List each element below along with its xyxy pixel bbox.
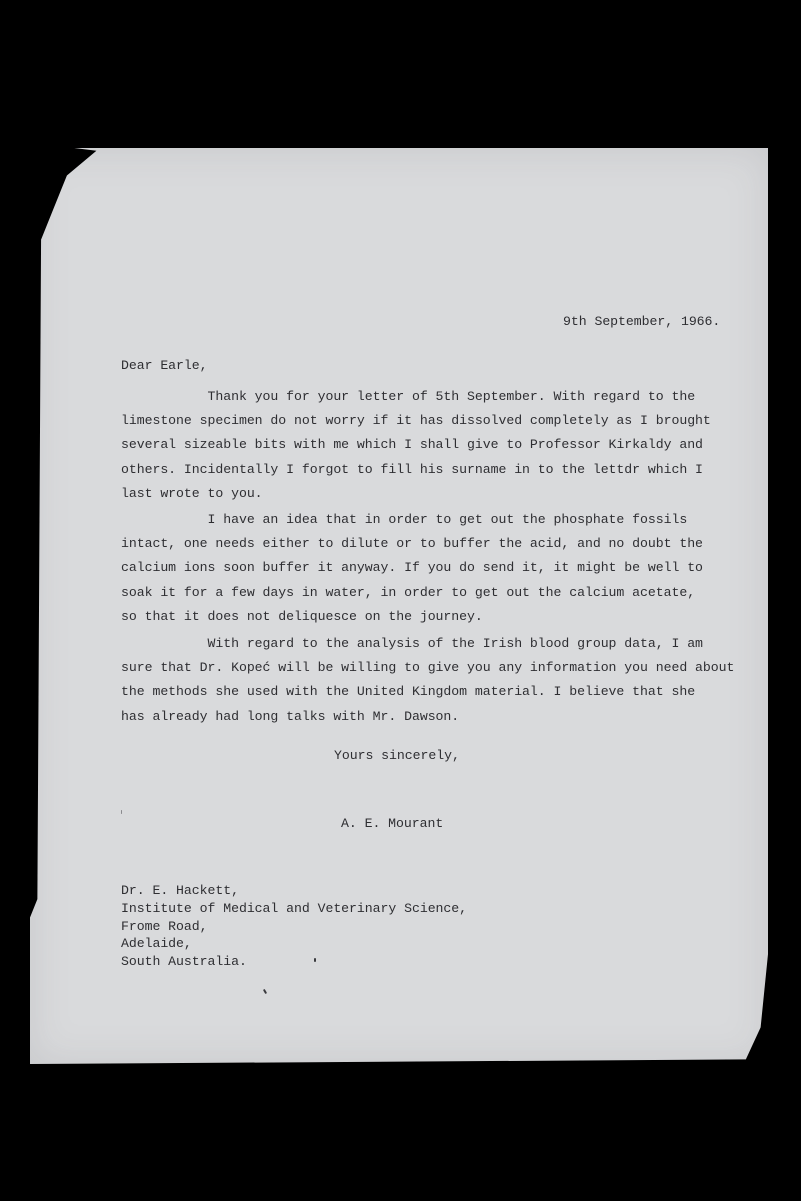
ink-speck — [121, 810, 122, 814]
salutation: Dear Earle, — [121, 358, 208, 373]
ink-speck — [314, 958, 316, 962]
paragraph-fossils: I have an idea that in order to get out the phosphate fossils intact, one needs either to dilute or to buffer the acid, and no doubt the calcium ions soon buffer it anyway. If you do send it, it might be well to soak it for a few days in water, in order to get out the calcium acetate, so that it does not deliquesce on the journey. — [121, 512, 703, 624]
signature-name: A. E. Mourant — [341, 816, 444, 831]
letter-date: 9th September, 1966. — [563, 314, 721, 329]
paragraph-limestone: Thank you for your letter of 5th September. With regard to the limestone specimen do not worry if it has dissolved completely as I brought several sizeable bits with me which I shall give to Professor Kirkaldy and others. Incidentally I forgot to fill his surname in to the lettdr which I last wrote to you. — [121, 389, 711, 501]
closing: Yours sincerely, — [334, 748, 460, 763]
recipient-address: Dr. E. Hackett, Institute of Medical and Veterinary Science, Frome Road, Adelaide, South Australia. — [121, 883, 468, 970]
paragraph-blood-group: With regard to the analysis of the Irish blood group data, I am sure that Dr. Kopeć will be willing to give you any information you need about the methods she used with the United Kingdom material. I believe that she has already had long talks with Mr. Dawson. — [121, 636, 735, 724]
